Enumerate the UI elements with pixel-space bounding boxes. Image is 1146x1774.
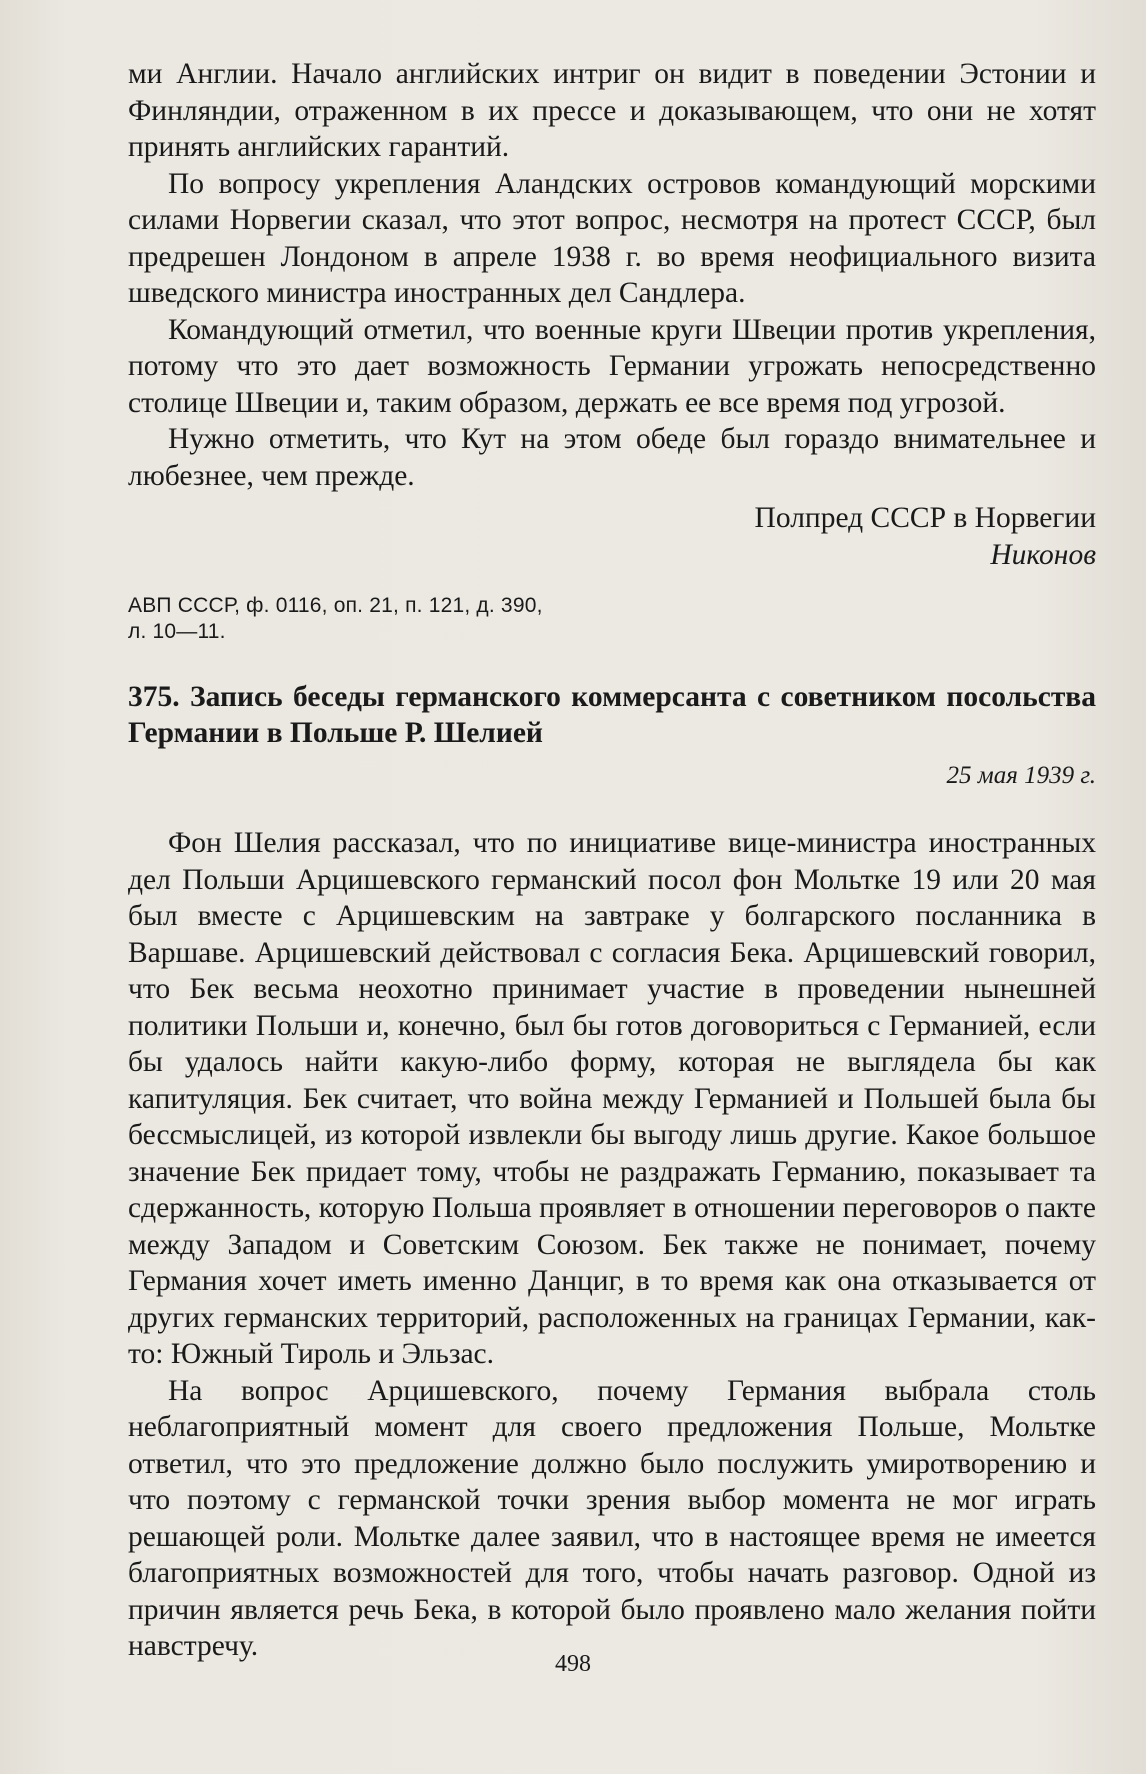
paragraph-sweden-military: Командующий отметил, что военные круги Швеции против укрепления, потому что это дает возможность Германии угрожать непосредственно столице Швеции и, таким образом, держать ее все время под угрозой. [128,313,1096,419]
paragraph-aland-islands: По вопросу укрепления Аландских островов командующий морскими силами Норвегии сказал, что этот вопрос, несмотря на протест СССР, был предрешен Лондоном в апреле 1938 г. во время неофициального визита шведского министра иностранных дел Сандлера. [128,167,1096,309]
document-title: 375. Запись беседы германского коммерсанта с советником посольства Германии в Польше Р. Шелией [128,681,1096,749]
page-number: 498 [555,1651,591,1677]
paragraph-moltke-reply: На вопрос Арцишевского, почему Германия выбрала столь неблагоприятный момент для своего предложения Польше, Мольтке ответил, что это предложение должно было послужить умиротворению и что поэтому с германской точки зрения выбор момента не мог играть решающей роли. Мольтке далее заявил, что в настоящее время не имеется благоприятных возможностей для того, чтобы начать разговор. Одной из причин является речь Бека, в которой было проявлено мало желания пойти навстречу. [128,1374,1096,1662]
signature-title: Полпред СССР в Норвегии [754,502,1096,534]
page-content [128,56,1096,1665]
archive-reference-line: АВП СССР, ф. 0116, оп. 21, п. 121, д. 390, [128,594,543,617]
paragraph-kut-dinner: Нужно отметить, что Кут на этом обеде был гораздо внимательнее и любезнее, чем прежде. [128,423,1096,492]
archive-reference-line: л. 10—11. [128,620,226,643]
document-date: 25 мая 1939 г. [946,762,1096,789]
paragraph-continuation: ми Англии. Начало английских интриг он видит в поведении Эстонии и Финляндии, отраженном в их прессе и доказывающем, что они не хотят принять английских гарантий. [128,58,1096,163]
signature-name: Никонов [990,538,1096,571]
archive-reference [128,593,1096,645]
paragraph-schelia-account: Фон Шелия рассказал, что по инициативе вице-министра иностранных дел Польши Арцишевского германский посол фон Мольтке 19 или 20 мая был вместе с Арцишевским на завтраке у болгарского посланника в Варшаве. Арцишевский действовал с согласия Бека. Арцишевский говорил, что Бек весьма неохотно принимает участие в проведении нынешней политики Польши и, конечно, был бы готов договориться с Германией, если бы удалось найти какую-либо форму, которая не выглядела бы как капитуляция. Бек считает, что война между Германией и Польшей была бы бессмыслицей, из которой извлекли бы выгоду лишь другие. Какое большое значение Бек придает тому, чтобы не раздражать Германию, показывает та сдержанность, которую Польша проявляет в отношении переговоров о пакте между Западом и Советским Союзом. Бек также не понимает, почему Германия хочет иметь именно Данциг, в то время как она отказывается от других германских территорий, расположенных на границах Германии, как-то: Южный Тироль и Эльзас. [128,827,1096,1370]
